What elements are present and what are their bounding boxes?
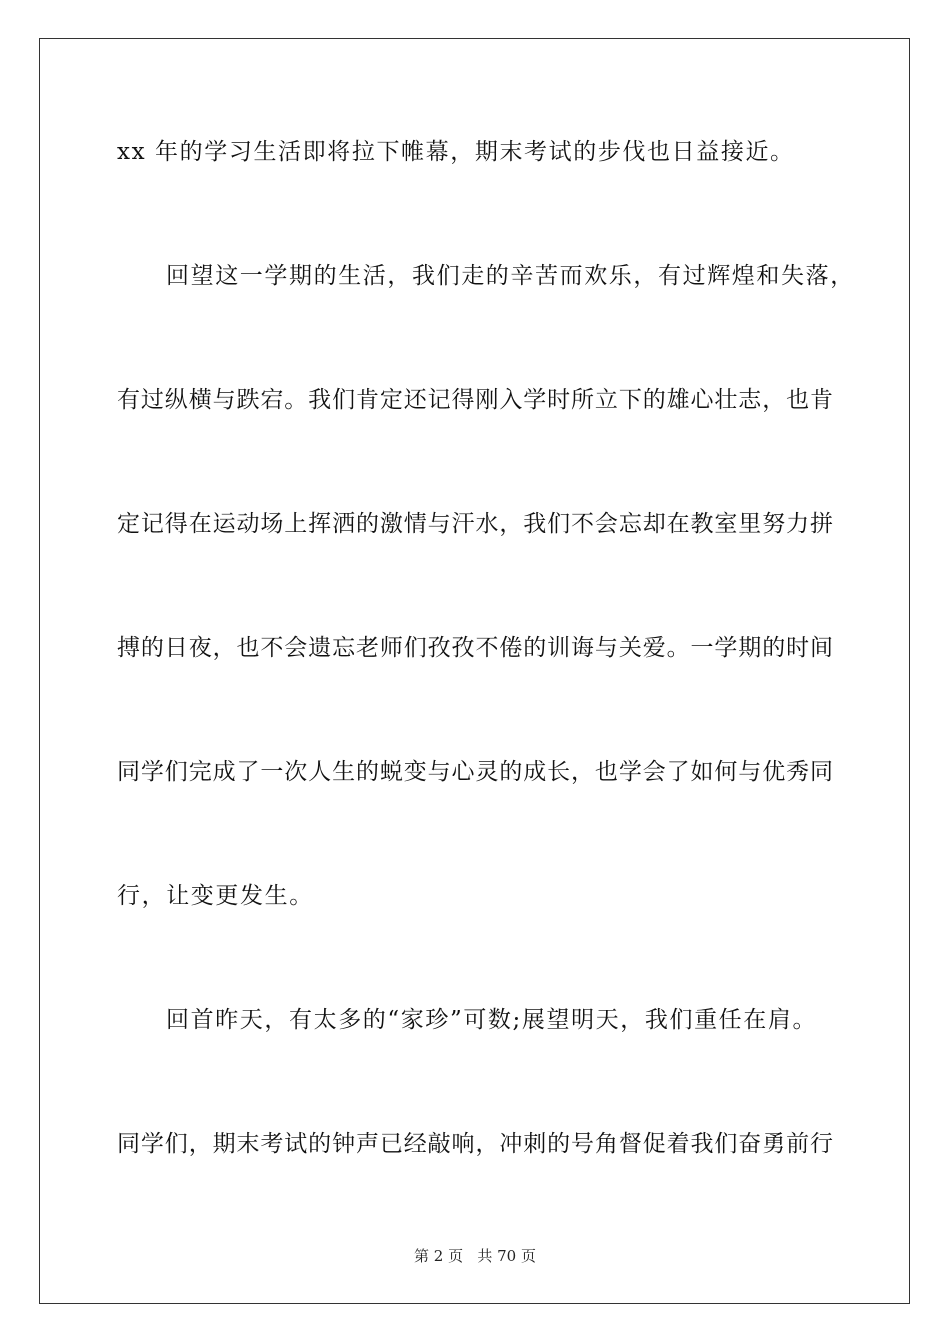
text-line: 回望这一学期的生活，我们走的辛苦而欢乐，有过辉煌和失落， <box>166 263 855 289</box>
text-line: 同学们完成了一次人生的蜕变与心灵的成长，也学会了如何与优秀同 <box>117 759 833 785</box>
text-line: 搏的日夜，也不会遗忘老师们孜孜不倦的训诲与关爱。一学期的时间 <box>117 635 833 661</box>
text-line: xx 年的学习生活即将拉下帷幕，期末考试的步伐也日益接近。 <box>117 139 795 165</box>
text-line: 定记得在运动场上挥洒的激情与汗水，我们不会忘却在教室里努力拼 <box>117 511 833 537</box>
text-line: 同学们，期末考试的钟声已经敲响，冲刺的号角督促着我们奋勇前行 <box>117 1131 833 1157</box>
text-line: 回首昨天，有太多的“家珍”可数;展望明天，我们重任在肩。 <box>166 1007 818 1033</box>
page-border <box>39 38 910 1304</box>
text-line: 有过纵横与跌宕。我们肯定还记得刚入学时所立下的雄心壮志，也肯 <box>117 387 833 413</box>
text-line: 行，让变更发生。 <box>117 883 314 909</box>
page-number-footer: 第 2 页 共 70 页 <box>413 1247 536 1265</box>
